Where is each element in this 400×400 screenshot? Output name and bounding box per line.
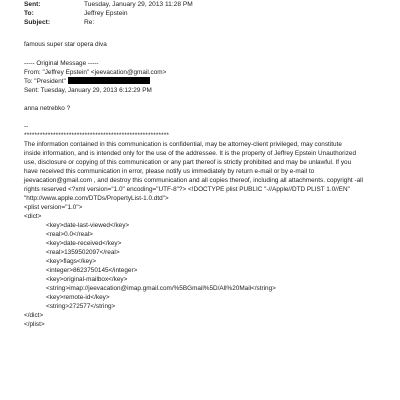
signature-dashes: -- [24,123,29,130]
plist-close: </plist> [24,321,45,328]
original-to-prefix: To: "President" [24,78,66,85]
disclaimer-paragraph [24,140,380,203]
disclaimer-line: use, disclosure or copying of this communication or any part thereof is strictly prohibited and may be unlawful. If you [24,159,352,166]
original-to-line [24,77,150,86]
question-text: anna netrebko ? [24,105,71,112]
plist-entry: <key>flags</key> [46,258,97,265]
disclaimer-line: jeevacation@gmail.com , and destroy this communication and all copies thereof, including all attachments. copyright -all [24,177,363,184]
plist-entry: <integer>8623750145</integer> [46,267,138,274]
sent-label: Sent: [24,1,41,8]
dict-open: <dict> [24,213,42,220]
original-sent-line: Sent: Tuesday, January 29, 2013 6:12:29 PM [24,87,152,94]
subject-value: Re: [84,19,95,26]
plist-entry: <key>date-last-viewed</key> [46,222,130,229]
plist-entry: <real>1359502097</real> [46,249,120,256]
plist-entry: <key>date-received</key> [46,240,122,247]
to-value: Jeffrey Epstein [84,10,128,17]
plist-entry: <real>0.0</real> [46,231,93,238]
plist-entry: <string>272577</string> [46,303,116,310]
header-to-row [24,9,128,18]
disclaimer-line: The information contained in this communication is confidential, may be attorney-client privileged, may constitute [24,141,342,148]
subject-label: Subject: [24,19,51,26]
plist-open: <plist version="1.0"> [24,204,83,211]
to-label: To: [24,10,34,17]
plist-entry: <key>remote-id</key> [46,294,110,301]
header-subject-row [24,18,94,27]
plist-entry: <string>imap://jeevacation@imap.gmail.com/%5BGmail%5D/All%20Mail</string> [46,285,276,292]
reply-text: famous super star opera diva [24,41,107,48]
plist-entry: <key>original-mailbox</key> [46,276,128,283]
disclaimer-line: inside information, and is intended only for the use of the addressee. It is the property of Jeffrey Epstein Unauthorized [24,150,357,157]
disclaimer-line: rights reserved <?xml version="1.0" encoding="UTF-8"?> <!DOCTYPE plist PUBLIC "-//Apple//DTD PLIST 1.0//EN" [24,186,350,193]
asterisk-divider: ******************************************************* [24,132,170,139]
original-from-line: From: "Jeffrey Epstein" <jeevacation@gmail.com> [24,69,167,76]
redaction-bar [68,77,150,84]
dict-close: </dict> [24,312,44,319]
original-message-marker: ----- Original Message ----- [24,60,99,67]
header-sent-row [24,0,193,9]
sent-value: Tuesday, January 29, 2013 11:28 PM [84,1,193,8]
disclaimer-line: have received this communication in error, please notify us immediately by return e-mail or by e-mail to [24,168,315,175]
disclaimer-line: "http://www.apple.com/DTDs/PropertyList-1.0.dtd"> [24,195,169,202]
